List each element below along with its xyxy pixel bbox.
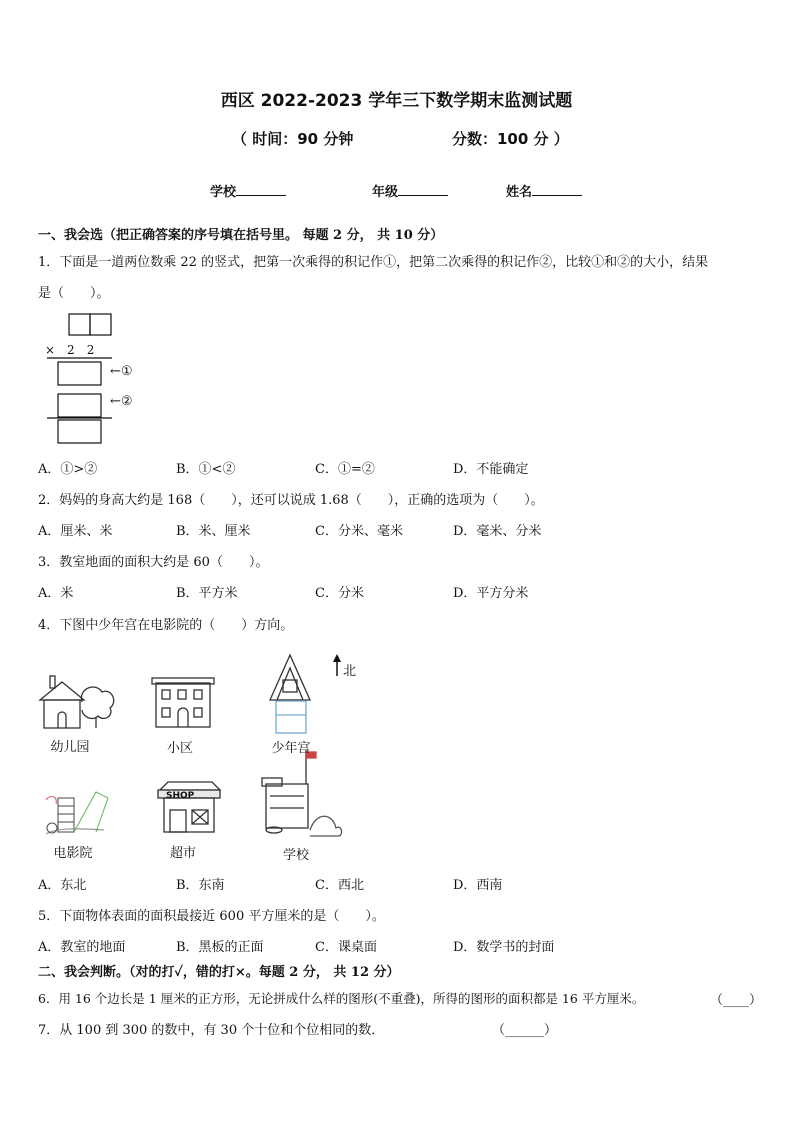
section1-heading: 一、我会选（把正确答案的序号填在括号里。 每题 2 分， 共 10 分） [38, 228, 444, 243]
kindergarten-icon [40, 676, 114, 728]
q2-option-c[interactable]: C．分米、毫米 [315, 524, 403, 539]
school-icon [262, 750, 342, 836]
q3-option-c[interactable]: C．分米 [315, 586, 364, 601]
youth-palace-icon [270, 655, 310, 733]
q1-option-c[interactable]: C．①=② [315, 462, 375, 477]
north-label: 北 [343, 664, 357, 679]
q4-option-d[interactable]: D．西南 [453, 878, 503, 893]
place-cinema: 电影院 [53, 846, 93, 861]
place-residential: 小区 [166, 741, 193, 756]
q4-option-a[interactable]: A．东北 [38, 878, 87, 893]
residential-icon [152, 678, 214, 727]
q5-option-a[interactable]: A．教室的地面 [38, 940, 126, 955]
name-label: 姓名 [506, 185, 533, 200]
q1-option-d[interactable]: D．不能确定 [453, 462, 529, 477]
q3-option-b[interactable]: B．平方米 [176, 586, 238, 601]
place-supermarket: 超市 [169, 846, 196, 861]
q4-text: 4．下图中少年宫在电影院的（ ）方向。 [38, 618, 294, 633]
q3-option-a[interactable]: A．米 [38, 586, 74, 601]
grade-label: 年级 [372, 185, 399, 200]
q5-text: 5．下面物体表面的面积最接近 600 平方厘米的是（ ）。 [38, 909, 385, 924]
school-label: 学校 [210, 185, 237, 200]
q5-option-d[interactable]: D．数学书的封面 [453, 940, 555, 955]
q5-option-c[interactable]: C．课桌面 [315, 940, 377, 955]
q6-text: 6．用 16 个边长是 1 厘米的正方形，无论拼成什么样的图形(不重叠)，所得的图形的面积都是 16 平方厘米。 [38, 991, 645, 1006]
q3-option-d[interactable]: D．平方分米 [453, 586, 529, 601]
q7-text: 7．从 100 到 300 的数中，有 30 个十位和个位相同的数． [38, 1023, 385, 1038]
q2-option-d[interactable]: D．毫米、分米 [453, 524, 542, 539]
page-title: 西区 2022-2023 学年三下数学期末监测试题 [220, 91, 573, 111]
q5-option-b[interactable]: B．黑板的正面 [176, 940, 264, 955]
q4-option-b[interactable]: B．东南 [176, 878, 225, 893]
place-school: 学校 [282, 848, 309, 863]
q1-option-a[interactable]: A．①>② [38, 462, 98, 477]
section2-heading: 二、我会判断。（对的打✓，错的打×。每题 2 分， 共 12 分） [38, 965, 400, 980]
q4-option-c[interactable]: C．西北 [315, 878, 364, 893]
q2-text: 2．妈妈的身高大约是 168（ ），还可以说成 1.68（ ），正确的选项为（ ）。 [38, 493, 544, 508]
score-label: 分数：100 分 ） [452, 130, 569, 148]
q7-answer-blank[interactable]: （______） [492, 1023, 558, 1038]
q1-option-b[interactable]: B．①<② [176, 462, 236, 477]
cinema-icon [46, 792, 108, 834]
multiplier-label: × 2 2 [45, 343, 95, 357]
q2-option-b[interactable]: B．米、厘米 [176, 524, 251, 539]
north-arrow-icon [333, 654, 341, 676]
place-kindergarten: 幼儿园 [50, 740, 90, 755]
time-label: （ 时间：90 分钟 [232, 130, 354, 148]
q1-line1: 1．下面是一道两位数乘 22 的竖式，把第一次乘得的积记作①，把第二次乘得的积记作②，比较①和②的大小，结果 [38, 255, 709, 270]
q1-line2: 是（ ）。 [38, 286, 110, 301]
q6-answer-blank[interactable]: （____） [710, 993, 763, 1008]
q2-option-a[interactable]: A．厘米、米 [38, 524, 113, 539]
place-youth-palace: 少年宫 [271, 741, 311, 756]
supermarket-icon [158, 782, 220, 832]
arrow-2-label: ←② [110, 394, 133, 409]
shop-sign: SHOP [166, 791, 195, 801]
arrow-1-label: ←① [110, 364, 133, 379]
q3-text: 3．教室地面的面积大约是 60（ ）。 [38, 555, 269, 570]
